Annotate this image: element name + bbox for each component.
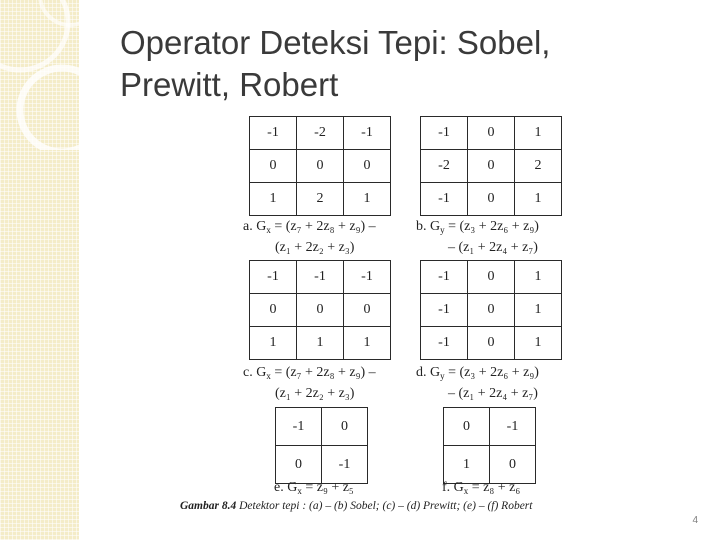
matrix-cell: 1 bbox=[515, 183, 562, 216]
matrix-row bbox=[421, 117, 562, 150]
formula-subscript: x bbox=[266, 225, 271, 235]
formula-rhs: = z₉ + z₅ bbox=[301, 480, 354, 495]
matrix-cell: 1 bbox=[444, 446, 490, 484]
matrix-row bbox=[276, 408, 368, 446]
formula-rhs: = (z₃ + 2z₆ + z₉) bbox=[444, 219, 539, 234]
matrix-cell: 1 bbox=[515, 294, 562, 327]
formula-line-2: (z₁ + 2z₂ + z₃) bbox=[275, 386, 355, 401]
matrix-cell: -1 bbox=[344, 261, 391, 294]
matrix-row bbox=[250, 294, 391, 327]
matrix-cell: -1 bbox=[421, 294, 468, 327]
robert-gy-matrix bbox=[443, 407, 536, 484]
matrix-cell: 0 bbox=[297, 150, 344, 183]
formula-prefix: d. G bbox=[416, 365, 441, 380]
robert-gx-formula bbox=[274, 479, 354, 500]
matrix-cell: 0 bbox=[468, 117, 515, 150]
matrix-row bbox=[444, 408, 536, 446]
matrix-cell: 0 bbox=[468, 327, 515, 360]
matrix-row bbox=[250, 261, 391, 294]
matrix-row bbox=[250, 117, 391, 150]
formula-line-1 bbox=[416, 218, 539, 239]
matrix-cell: 0 bbox=[490, 446, 536, 484]
formula-prefix: e. G bbox=[274, 480, 298, 495]
matrix-cell: -1 bbox=[421, 327, 468, 360]
formula-line-2: (z₁ + 2z₂ + z₃) bbox=[275, 240, 355, 255]
matrix-row bbox=[421, 150, 562, 183]
matrix-cell: 0 bbox=[468, 150, 515, 183]
robert-gx-matrix bbox=[275, 407, 368, 484]
matrix-row bbox=[421, 294, 562, 327]
formula-rhs: = z₈ + z₆ bbox=[468, 480, 521, 495]
matrix-cell: 0 bbox=[297, 294, 344, 327]
matrix-cell: 0 bbox=[344, 150, 391, 183]
matrix-cell: 1 bbox=[297, 327, 344, 360]
formula-prefix: f. G bbox=[442, 480, 464, 495]
page-number: 4 bbox=[692, 515, 698, 526]
matrix-cell: -2 bbox=[421, 150, 468, 183]
matrix-cell: 1 bbox=[515, 117, 562, 150]
figure-caption bbox=[180, 500, 640, 512]
sobel-gy-formula bbox=[416, 218, 539, 257]
matrix-cell: 0 bbox=[468, 183, 515, 216]
matrix-cell: 0 bbox=[322, 408, 368, 446]
matrix-cell: 1 bbox=[250, 183, 297, 216]
matrix-cell: -1 bbox=[276, 408, 322, 446]
matrix-cell: 0 bbox=[344, 294, 391, 327]
title-line-2: Prewitt, Robert bbox=[120, 66, 339, 103]
matrix-cell: -1 bbox=[250, 261, 297, 294]
matrix-cell: 0 bbox=[444, 408, 490, 446]
formula-subscript: y bbox=[440, 225, 445, 235]
formula-line-2: – (z₁ + 2z₄ + z₇) bbox=[448, 386, 538, 401]
sobel-gx-matrix bbox=[249, 116, 391, 216]
formula-prefix: b. G bbox=[416, 219, 441, 234]
matrix-row bbox=[250, 327, 391, 360]
matrix-cell: 1 bbox=[515, 327, 562, 360]
formula-line-1 bbox=[442, 479, 520, 500]
matrix-cell: 1 bbox=[515, 261, 562, 294]
formula-prefix: c. G bbox=[243, 365, 267, 380]
formula-line-1 bbox=[416, 364, 539, 385]
formula-subscript: x bbox=[266, 371, 271, 381]
matrix-row bbox=[421, 261, 562, 294]
formula-line-1 bbox=[243, 364, 376, 385]
robert-gy-formula bbox=[442, 479, 520, 500]
matrix-cell: 1 bbox=[250, 327, 297, 360]
matrix-cell: -1 bbox=[421, 183, 468, 216]
title-line-1: Operator Deteksi Tepi: Sobel, bbox=[120, 24, 551, 61]
matrix-cell: -1 bbox=[490, 408, 536, 446]
matrix-row bbox=[250, 150, 391, 183]
matrix-row bbox=[421, 183, 562, 216]
matrix-cell: 0 bbox=[468, 261, 515, 294]
matrix-cell: 2 bbox=[515, 150, 562, 183]
matrix-cell: -1 bbox=[344, 117, 391, 150]
formula-rhs: = (z₇ + 2z₈ + z₉) – bbox=[270, 219, 376, 234]
caption-label: Gambar 8.4 bbox=[180, 500, 237, 512]
matrix-cell: 0 bbox=[250, 294, 297, 327]
sobel-gx-formula bbox=[243, 218, 376, 257]
matrix-row bbox=[421, 327, 562, 360]
matrix-row bbox=[276, 446, 368, 484]
matrix-cell: 1 bbox=[344, 183, 391, 216]
formula-prefix: a. G bbox=[243, 219, 267, 234]
formula-rhs: = (z₃ + 2z₆ + z₉) bbox=[444, 365, 539, 380]
matrix-cell: -1 bbox=[250, 117, 297, 150]
matrix-cell: -1 bbox=[322, 446, 368, 484]
matrix-cell: 2 bbox=[297, 183, 344, 216]
formula-line-1 bbox=[274, 479, 354, 500]
matrix-cell: 0 bbox=[250, 150, 297, 183]
formula-rhs: = (z₇ + 2z₈ + z₉) – bbox=[270, 365, 376, 380]
prewitt-gx-formula bbox=[243, 364, 376, 403]
prewitt-gy-formula bbox=[416, 364, 539, 403]
matrix-cell: -1 bbox=[297, 261, 344, 294]
matrix-row bbox=[444, 446, 536, 484]
matrix-cell: -2 bbox=[297, 117, 344, 150]
matrix-row bbox=[250, 183, 391, 216]
formula-subscript: y bbox=[440, 371, 445, 381]
formula-line-1 bbox=[243, 218, 376, 239]
matrix-cell: -1 bbox=[421, 261, 468, 294]
prewitt-gy-matrix bbox=[420, 260, 562, 360]
matrix-cell: -1 bbox=[421, 117, 468, 150]
caption-text: Detektor tepi : (a) – (b) Sobel; (c) – (d) Prewitt; (e) – (f) Robert bbox=[236, 500, 533, 512]
formula-subscript: x bbox=[463, 486, 469, 496]
prewitt-gx-matrix bbox=[249, 260, 391, 360]
matrix-cell: 1 bbox=[344, 327, 391, 360]
slide-title bbox=[120, 22, 680, 106]
decorative-circles bbox=[0, 0, 130, 150]
matrix-cell: 0 bbox=[276, 446, 322, 484]
formula-subscript: x bbox=[297, 486, 302, 496]
formula-line-2: – (z₁ + 2z₄ + z₇) bbox=[448, 240, 538, 255]
sobel-gy-matrix bbox=[420, 116, 562, 216]
matrix-cell: 0 bbox=[468, 294, 515, 327]
